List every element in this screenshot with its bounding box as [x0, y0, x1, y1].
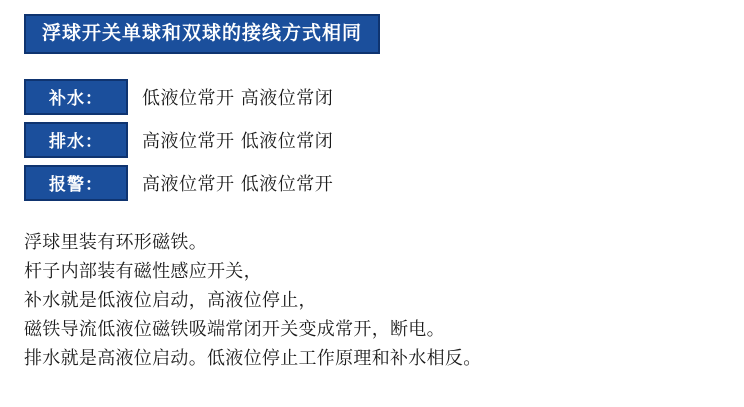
list-item-description: 高液位常开 低液位常开 [142, 174, 334, 195]
wiring-mode-list [24, 80, 714, 209]
list-item-description: 低液位常开 高液位常闭 [142, 88, 334, 109]
status-badge: 报警： [24, 165, 128, 201]
status-badge: 补水： [24, 79, 128, 115]
list-item [24, 80, 714, 114]
list-item [24, 123, 714, 157]
notes-block [24, 228, 724, 373]
list-item-description: 高液位常开 低液位常闭 [142, 131, 334, 152]
note-line: 磁铁导流低液位磁铁吸端常闭开关变成常开，断电。 [24, 319, 445, 340]
note-line: 浮球里装有环形磁铁。 [24, 232, 207, 253]
status-badge: 排水： [24, 122, 128, 158]
note-line: 排水就是高液位启动。低液位停止工作原理和补水相反。 [24, 348, 482, 369]
title-banner [24, 14, 380, 54]
list-item [24, 166, 714, 200]
page-title: 浮球开关单球和双球的接线方式相同 [42, 22, 363, 44]
note-line: 补水就是低液位启动，高液位停止， [24, 290, 317, 311]
note-line: 杆子内部装有磁性感应开关， [24, 261, 262, 282]
